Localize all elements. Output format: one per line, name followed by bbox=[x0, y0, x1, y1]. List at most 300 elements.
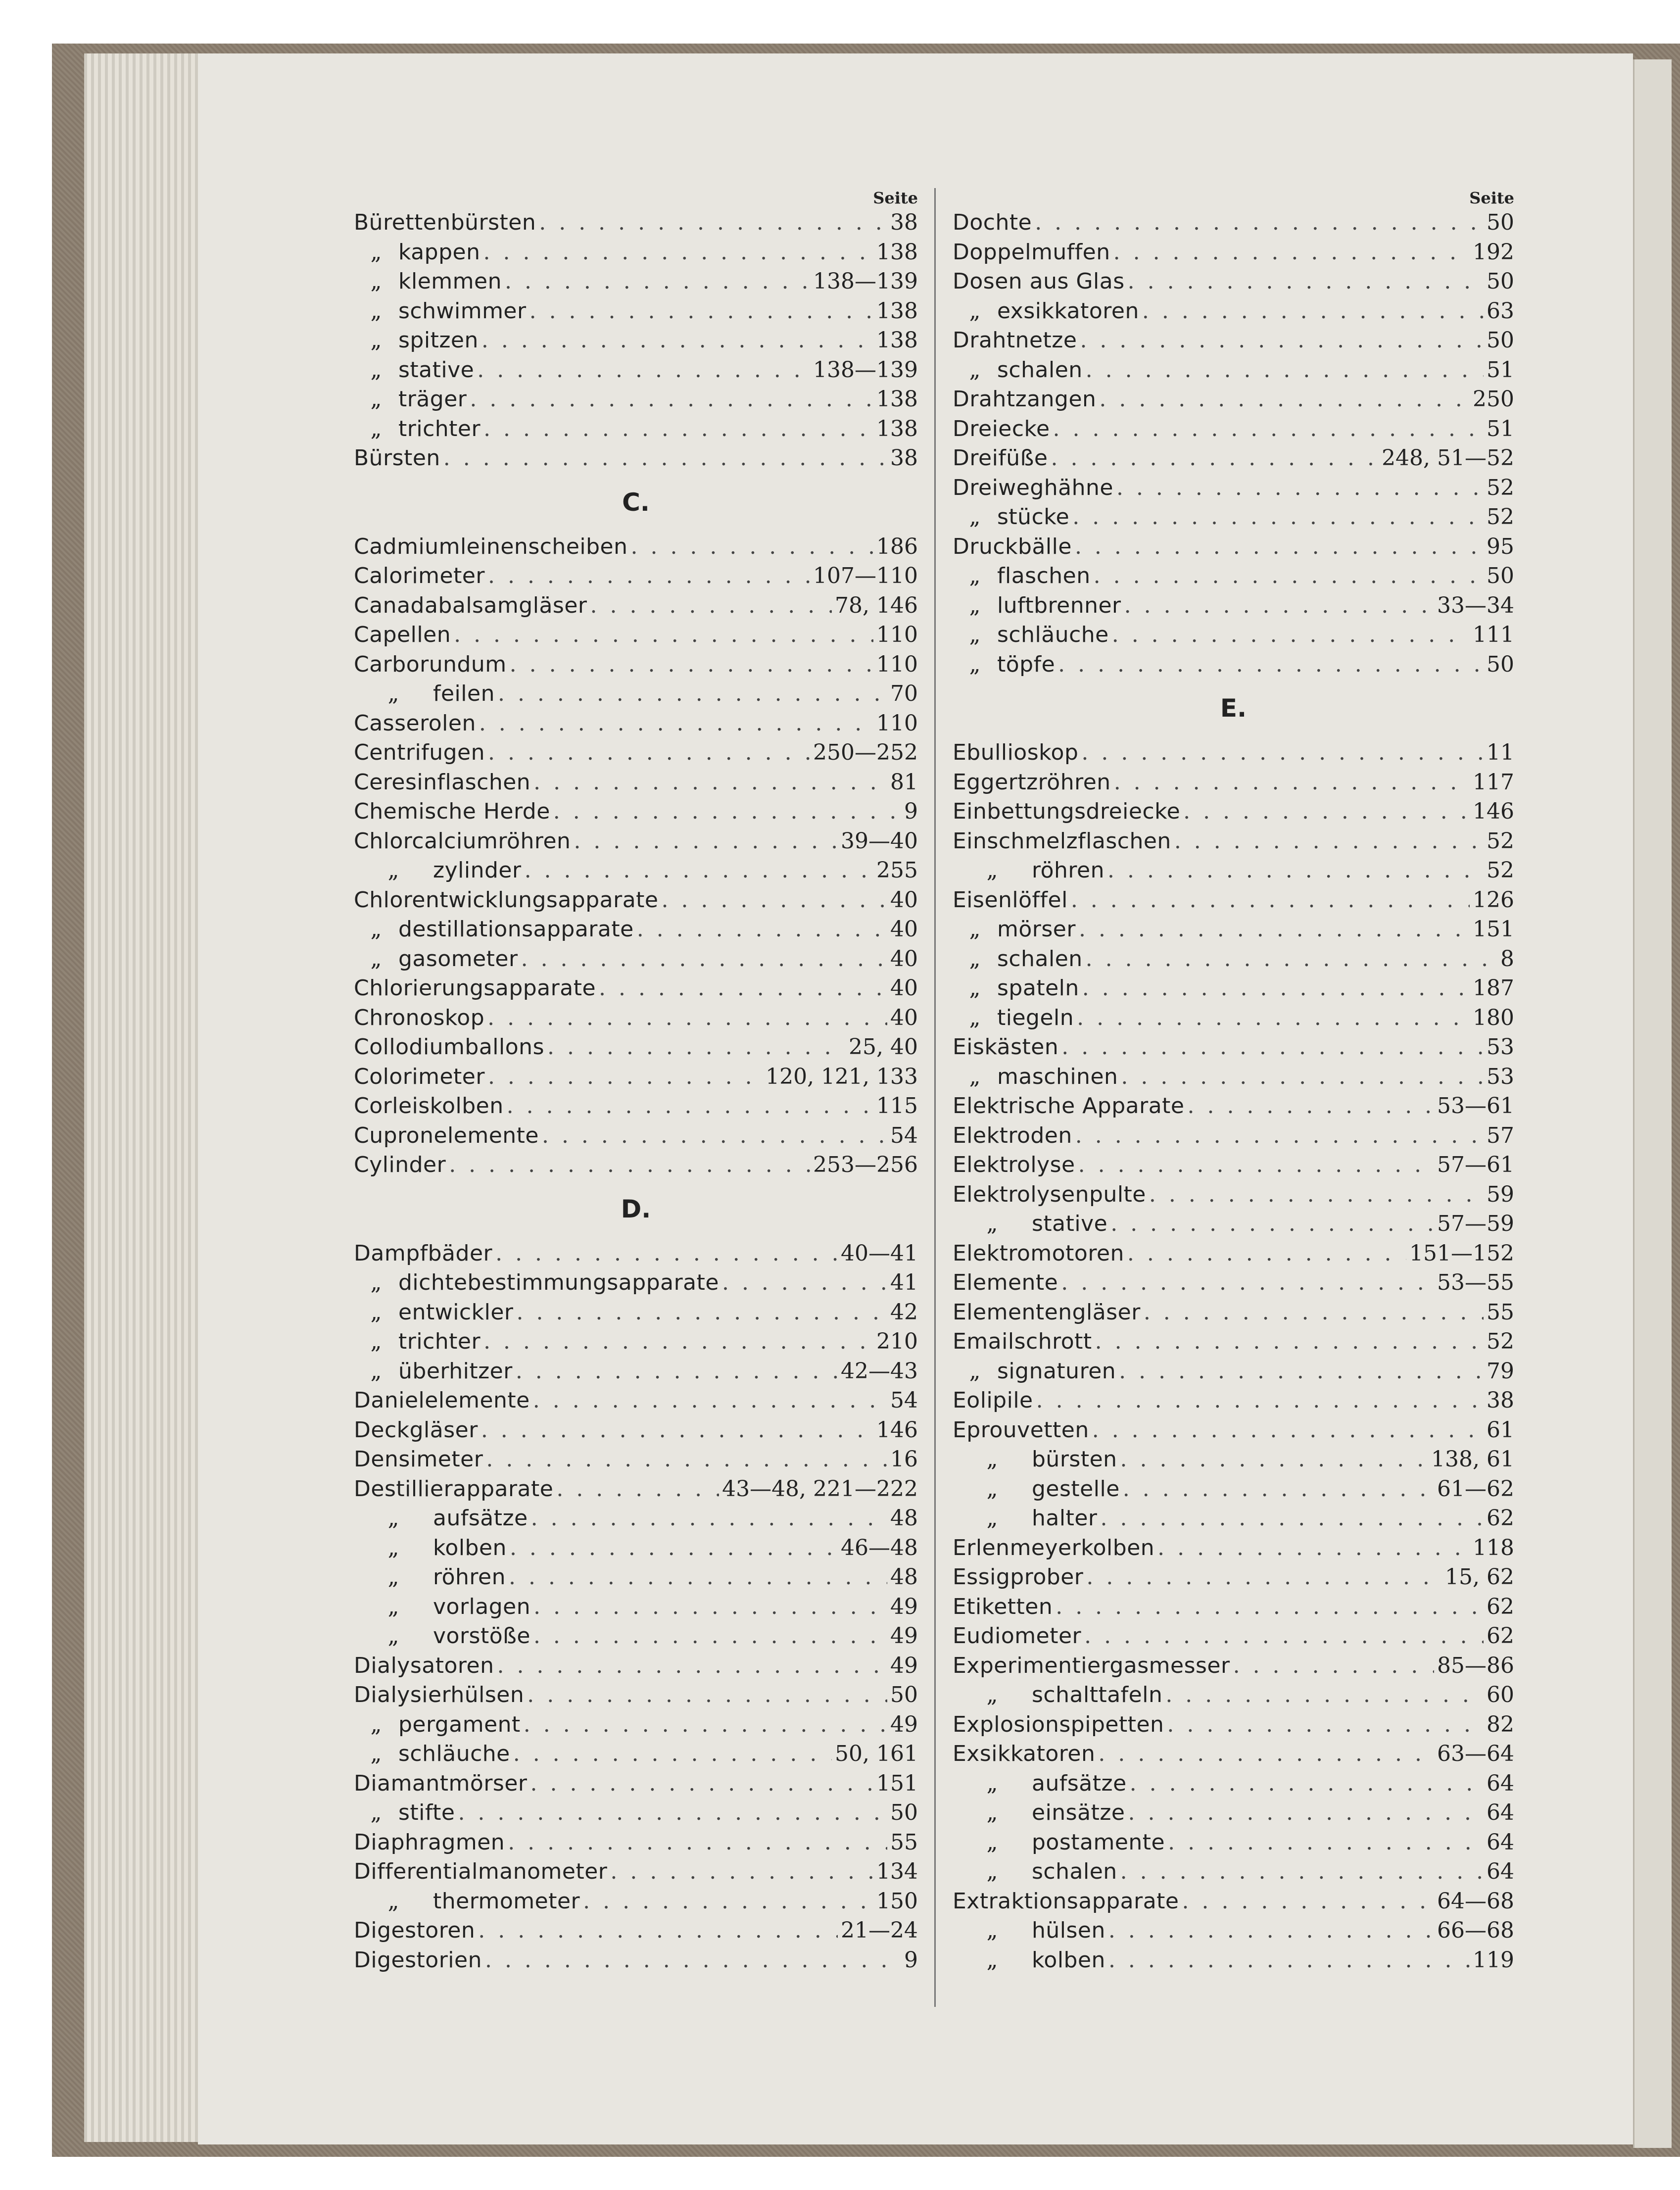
dot-leader bbox=[1080, 326, 1484, 355]
index-entry bbox=[354, 856, 918, 885]
dot-leader bbox=[516, 1357, 838, 1386]
index-entry bbox=[953, 885, 1514, 915]
entry-term: Einschmelzflaschen bbox=[953, 828, 1171, 854]
index-entry bbox=[354, 1298, 918, 1327]
index-entry bbox=[354, 827, 918, 856]
entry-term: mörser bbox=[997, 917, 1076, 942]
dot-leader bbox=[443, 443, 887, 473]
index-entry bbox=[354, 1916, 918, 1946]
page-ref: 138—139 bbox=[813, 269, 918, 294]
entry-term: kappen bbox=[398, 239, 480, 265]
page-ref: 42 bbox=[890, 1299, 918, 1325]
entry-term: Dialysierhülsen bbox=[354, 1682, 525, 1707]
entry-term: Ebullioskop bbox=[953, 740, 1079, 765]
index-entry bbox=[953, 1415, 1514, 1445]
dot-leader bbox=[507, 1091, 873, 1121]
page-ref: 186 bbox=[876, 534, 918, 559]
page-ref: 15, 62 bbox=[1445, 1564, 1514, 1590]
entry-term: klemmen bbox=[398, 269, 502, 294]
page-ref: 138—139 bbox=[813, 357, 918, 383]
entry-term: Diamantmörser bbox=[354, 1770, 528, 1796]
dot-leader bbox=[1165, 1680, 1484, 1710]
page-ref: 61—62 bbox=[1437, 1476, 1514, 1502]
index-entry bbox=[953, 1887, 1514, 1916]
page-ref: 57—61 bbox=[1437, 1152, 1514, 1177]
page-ref: 210 bbox=[876, 1329, 918, 1354]
page-ref: 38 bbox=[1487, 1388, 1514, 1413]
ditto-mark: „ bbox=[387, 1623, 399, 1649]
index-entry bbox=[953, 1592, 1514, 1622]
dot-leader bbox=[498, 679, 887, 709]
dot-leader bbox=[483, 414, 873, 444]
dot-leader bbox=[449, 1150, 810, 1180]
dot-leader bbox=[470, 385, 873, 414]
dot-leader bbox=[488, 561, 810, 591]
dot-leader bbox=[1119, 1357, 1484, 1386]
entry-term: entwickler bbox=[398, 1299, 514, 1325]
page-ref: 42—43 bbox=[841, 1358, 918, 1384]
ditto-mark: „ bbox=[969, 1005, 981, 1030]
dot-leader bbox=[1149, 1180, 1484, 1210]
page-ref: 52 bbox=[1487, 475, 1514, 500]
entry-term: Chemische Herde bbox=[354, 799, 550, 824]
index-entry bbox=[354, 267, 918, 296]
index-entry bbox=[354, 1504, 918, 1533]
dot-leader bbox=[722, 1268, 887, 1298]
page-ref: 110 bbox=[876, 651, 918, 677]
page-ref: 16 bbox=[890, 1447, 918, 1472]
entry-term: Casserolen bbox=[354, 710, 476, 736]
dot-leader bbox=[1116, 473, 1484, 503]
section-heading: E. bbox=[1220, 694, 1247, 723]
page-ref: 79 bbox=[1487, 1358, 1514, 1384]
dot-leader bbox=[488, 738, 810, 768]
dot-leader bbox=[479, 709, 873, 738]
index-entry bbox=[953, 1180, 1514, 1210]
index-entry bbox=[953, 1533, 1514, 1563]
entry-term: flaschen bbox=[997, 563, 1091, 588]
entry-term: Explosionspipetten bbox=[953, 1711, 1164, 1737]
index-entry bbox=[953, 267, 1514, 296]
dot-leader bbox=[547, 1032, 846, 1062]
entry-term: Elektrische Apparate bbox=[953, 1093, 1185, 1119]
ditto-mark: „ bbox=[387, 1506, 399, 1531]
page-ref: 48 bbox=[890, 1564, 918, 1590]
entry-term: Dreifüße bbox=[953, 445, 1048, 471]
index-entry bbox=[953, 944, 1514, 974]
index-entry bbox=[354, 1621, 918, 1651]
dot-leader bbox=[533, 768, 887, 797]
page-ref: 95 bbox=[1487, 534, 1514, 559]
dot-leader bbox=[1078, 1150, 1434, 1180]
dot-leader bbox=[1183, 797, 1470, 827]
dot-leader bbox=[1167, 1710, 1484, 1740]
index-entry bbox=[354, 1474, 918, 1504]
page-ref: 40 bbox=[890, 975, 918, 1001]
dot-leader bbox=[590, 591, 832, 621]
entry-term: Cadmiumleinenscheiben bbox=[354, 534, 628, 559]
dot-leader bbox=[481, 326, 873, 355]
index-entry bbox=[354, 1062, 918, 1092]
dot-leader bbox=[510, 1533, 838, 1563]
ditto-mark: „ bbox=[986, 1770, 998, 1796]
page-ref: 81 bbox=[890, 769, 918, 795]
ditto-mark: „ bbox=[370, 1270, 382, 1295]
index-entry bbox=[953, 1710, 1514, 1740]
dot-leader bbox=[1127, 1239, 1406, 1268]
dot-leader bbox=[1114, 768, 1470, 797]
index-entry bbox=[953, 1680, 1514, 1710]
dot-leader bbox=[1071, 885, 1470, 915]
dot-leader bbox=[1098, 1739, 1434, 1769]
entry-term: feilen bbox=[433, 681, 495, 706]
index-entry bbox=[354, 1651, 918, 1681]
entry-term: Eiskästen bbox=[953, 1034, 1059, 1060]
dot-leader bbox=[610, 1857, 873, 1887]
dot-leader bbox=[1056, 1592, 1484, 1622]
dot-leader bbox=[1035, 208, 1484, 238]
page-ref: 53—55 bbox=[1437, 1270, 1514, 1295]
ditto-mark: „ bbox=[969, 622, 981, 647]
page-ref: 64 bbox=[1487, 1770, 1514, 1796]
entry-term: Cupronelemente bbox=[354, 1122, 539, 1148]
dot-leader bbox=[1128, 267, 1484, 296]
page-ref: 40—41 bbox=[841, 1240, 918, 1266]
entry-term: stücke bbox=[997, 504, 1070, 530]
entry-term: hülsen bbox=[1032, 1918, 1105, 1943]
page-ref: 50, 161 bbox=[835, 1741, 918, 1766]
dot-leader bbox=[481, 1415, 873, 1445]
index-entry bbox=[953, 1003, 1514, 1033]
index-entry bbox=[953, 1445, 1514, 1474]
index-entry bbox=[953, 1504, 1514, 1533]
index-entry bbox=[354, 1357, 918, 1386]
index-entry bbox=[953, 1474, 1514, 1504]
index-entry bbox=[953, 856, 1514, 885]
index-entry bbox=[953, 915, 1514, 944]
dot-leader bbox=[1113, 238, 1470, 267]
index-entry bbox=[953, 1357, 1514, 1386]
entry-term: Essigprober bbox=[953, 1564, 1084, 1590]
index-entry bbox=[354, 238, 918, 267]
index-entry bbox=[953, 1062, 1514, 1092]
dot-leader bbox=[1079, 915, 1470, 944]
page-ref: 50 bbox=[1487, 651, 1514, 677]
ditto-mark: „ bbox=[370, 269, 382, 294]
index-entry bbox=[953, 797, 1514, 827]
entry-term: aufsätze bbox=[1032, 1770, 1127, 1796]
ditto-mark: „ bbox=[969, 917, 981, 942]
ditto-mark: „ bbox=[969, 592, 981, 618]
dot-leader bbox=[1036, 1386, 1484, 1415]
entry-term: Dreiweghähne bbox=[953, 475, 1113, 500]
dot-leader bbox=[1061, 1032, 1484, 1062]
index-entry bbox=[354, 679, 918, 709]
page-ref: 52 bbox=[1487, 828, 1514, 854]
dot-leader bbox=[529, 296, 873, 326]
entry-term: Corleiskolben bbox=[354, 1093, 504, 1119]
entry-term: Digestoren bbox=[354, 1918, 476, 1943]
dot-leader bbox=[1124, 591, 1434, 621]
dot-leader bbox=[533, 1621, 887, 1651]
entry-term: Bürettenbürsten bbox=[354, 210, 536, 235]
page-ref: 66—68 bbox=[1437, 1918, 1514, 1943]
page-ref: 110 bbox=[876, 622, 918, 647]
index-entry bbox=[354, 620, 918, 650]
page-ref: 50 bbox=[1487, 210, 1514, 235]
index-entry bbox=[354, 1445, 918, 1474]
ditto-mark: „ bbox=[370, 416, 382, 441]
dot-leader bbox=[1081, 738, 1484, 768]
entry-term: thermometer bbox=[433, 1888, 580, 1914]
entry-term: Calorimeter bbox=[354, 563, 485, 588]
index-entry bbox=[953, 385, 1514, 414]
index-entry bbox=[354, 944, 918, 974]
page-ref: 49 bbox=[890, 1711, 918, 1737]
entry-term: schalen bbox=[1032, 1859, 1117, 1884]
entry-term: kolben bbox=[1032, 1947, 1105, 1973]
ditto-mark: „ bbox=[370, 1329, 382, 1354]
dot-leader bbox=[478, 1916, 838, 1946]
entry-term: Elektroden bbox=[953, 1122, 1072, 1148]
page-ref: 8 bbox=[1500, 946, 1514, 972]
index-entry bbox=[354, 385, 918, 414]
page-ref: 60 bbox=[1487, 1682, 1514, 1707]
index-entry bbox=[354, 1386, 918, 1415]
entry-term: Centrifugen bbox=[354, 740, 485, 765]
entry-term: Drahtnetze bbox=[953, 328, 1077, 353]
index-entry bbox=[953, 1562, 1514, 1592]
index-entry bbox=[953, 414, 1514, 444]
ditto-mark: „ bbox=[370, 357, 382, 383]
entry-term: schläuche bbox=[997, 622, 1109, 647]
dot-leader bbox=[574, 827, 838, 856]
page-ref: 49 bbox=[890, 1623, 918, 1649]
entry-term: gasometer bbox=[398, 946, 518, 972]
index-entry bbox=[354, 1003, 918, 1033]
entry-term: Etiketten bbox=[953, 1594, 1053, 1619]
page-ref: 82 bbox=[1487, 1711, 1514, 1737]
entry-term: Eolipile bbox=[953, 1388, 1033, 1413]
index-entry bbox=[354, 1828, 918, 1857]
page-ref: 49 bbox=[890, 1594, 918, 1619]
page-ref: 151 bbox=[1473, 917, 1514, 942]
index-entry bbox=[354, 797, 918, 827]
dot-leader bbox=[1086, 1562, 1442, 1592]
entry-term: Dosen aus Glas bbox=[953, 269, 1125, 294]
dot-leader bbox=[1182, 1887, 1435, 1916]
page-ref: 50 bbox=[1487, 269, 1514, 294]
page-ref: 9 bbox=[904, 799, 918, 824]
ditto-mark: „ bbox=[370, 387, 382, 412]
entry-term: töpfe bbox=[997, 651, 1056, 677]
page-ref: 9 bbox=[904, 1947, 918, 1973]
page-ref: 54 bbox=[890, 1388, 918, 1413]
page-ref: 53 bbox=[1487, 1034, 1514, 1060]
ditto-mark: „ bbox=[986, 858, 998, 883]
index-entry bbox=[953, 768, 1514, 797]
dot-leader bbox=[458, 1798, 887, 1828]
entry-term: schläuche bbox=[398, 1741, 510, 1766]
entry-term: aufsätze bbox=[433, 1506, 528, 1531]
page-ref: 33—34 bbox=[1437, 592, 1514, 618]
dot-leader bbox=[556, 1474, 719, 1504]
page-ref: 70 bbox=[890, 681, 918, 706]
dot-leader bbox=[539, 208, 887, 238]
page-ref: 62 bbox=[1487, 1594, 1514, 1619]
entry-term: Elemente bbox=[953, 1270, 1058, 1295]
dot-leader bbox=[1128, 1798, 1484, 1828]
dot-leader bbox=[516, 1298, 887, 1327]
ditto-mark: „ bbox=[387, 681, 399, 706]
entry-term: Eisenlöffel bbox=[953, 887, 1068, 913]
index-entry bbox=[953, 1239, 1514, 1268]
entry-term: Danielelemente bbox=[354, 1388, 530, 1413]
dot-leader bbox=[533, 1386, 887, 1415]
ditto-mark: „ bbox=[969, 975, 981, 1001]
entry-term: Experimentiergasmesser bbox=[953, 1653, 1230, 1678]
dot-leader bbox=[1084, 1621, 1484, 1651]
dot-leader bbox=[1053, 414, 1484, 444]
dot-leader bbox=[1086, 355, 1484, 385]
index-entry bbox=[354, 1739, 918, 1769]
ditto-mark: „ bbox=[986, 1800, 998, 1825]
entry-term: Chlorcalciumröhren bbox=[354, 828, 571, 854]
index-entry bbox=[354, 208, 918, 238]
entry-term: röhren bbox=[433, 1564, 506, 1590]
entry-term: Emailschrott bbox=[953, 1329, 1092, 1354]
entry-term: stifte bbox=[398, 1800, 455, 1825]
entry-term: Chronoskop bbox=[354, 1005, 485, 1030]
page-ref: 43—48, 221—222 bbox=[722, 1476, 918, 1502]
index-entry bbox=[953, 1828, 1514, 1857]
page-ref: 40 bbox=[890, 1005, 918, 1030]
entry-term: schalttafeln bbox=[1032, 1682, 1163, 1707]
dot-leader bbox=[583, 1887, 873, 1916]
entry-term: Capellen bbox=[354, 622, 451, 647]
entry-term: gestelle bbox=[1032, 1476, 1120, 1502]
entry-term: Ceresinflaschen bbox=[354, 769, 531, 795]
index-entry bbox=[953, 1298, 1514, 1327]
entry-term: Extraktionsapparate bbox=[953, 1888, 1179, 1914]
index-entry bbox=[354, 1887, 918, 1916]
page-ref: 50 bbox=[890, 1800, 918, 1825]
index-entry bbox=[953, 1386, 1514, 1415]
entry-term: Dochte bbox=[953, 210, 1032, 235]
page-ref: 64 bbox=[1487, 1829, 1514, 1855]
dot-leader bbox=[513, 1739, 832, 1769]
index-entry bbox=[953, 1798, 1514, 1828]
entry-term: Dialysatoren bbox=[354, 1653, 494, 1678]
dot-leader bbox=[505, 267, 810, 296]
page-ref: 25, 40 bbox=[849, 1034, 918, 1060]
page-ref: 120, 121, 133 bbox=[766, 1064, 918, 1089]
ditto-mark: „ bbox=[969, 1064, 981, 1089]
ditto-mark: „ bbox=[370, 328, 382, 353]
index-entry bbox=[354, 1769, 918, 1799]
index-entry bbox=[953, 1946, 1514, 1975]
page-ref: 38 bbox=[890, 445, 918, 471]
dot-leader bbox=[1123, 1474, 1434, 1504]
page-edges bbox=[84, 53, 208, 2142]
ditto-mark: „ bbox=[370, 1800, 382, 1825]
index-entry bbox=[354, 1857, 918, 1887]
dot-leader bbox=[599, 973, 887, 1003]
dot-leader bbox=[531, 1504, 887, 1533]
page-ref: 253—256 bbox=[813, 1152, 918, 1177]
page-ref: 61 bbox=[1487, 1417, 1514, 1443]
entry-term: Bürsten bbox=[354, 445, 440, 471]
dot-leader bbox=[1142, 296, 1484, 326]
dot-leader bbox=[1120, 1445, 1429, 1474]
entry-term: röhren bbox=[1032, 858, 1105, 883]
page-ref: 50 bbox=[890, 1682, 918, 1707]
index-column-right bbox=[953, 188, 1514, 1975]
page-ref: 51 bbox=[1487, 357, 1514, 383]
entry-term: schwimmer bbox=[398, 298, 527, 324]
index-entry bbox=[953, 502, 1514, 532]
entry-term: Colorimeter bbox=[354, 1064, 485, 1089]
index-entry bbox=[953, 1091, 1514, 1121]
index-entry bbox=[953, 1121, 1514, 1151]
ditto-mark: „ bbox=[986, 1447, 998, 1472]
page-ref: 117 bbox=[1473, 769, 1514, 795]
page-ref: 150 bbox=[876, 1888, 918, 1914]
dot-leader bbox=[637, 915, 887, 944]
index-entry bbox=[953, 1621, 1514, 1651]
index-entry bbox=[354, 1327, 918, 1357]
dot-leader bbox=[477, 355, 810, 385]
index-entry bbox=[354, 443, 918, 473]
entry-term: Cylinder bbox=[354, 1152, 446, 1177]
ditto-mark: „ bbox=[986, 1859, 998, 1884]
entry-term: Chlorierungsapparate bbox=[354, 975, 596, 1001]
page-ref: 63 bbox=[1487, 298, 1514, 324]
index-entry bbox=[354, 1091, 918, 1121]
dot-leader bbox=[1121, 1062, 1484, 1092]
dot-leader bbox=[527, 1680, 887, 1710]
dot-leader bbox=[510, 650, 873, 680]
page-ref: 50 bbox=[1487, 328, 1514, 353]
dot-leader bbox=[1144, 1298, 1484, 1327]
entry-term: tiegeln bbox=[997, 1005, 1074, 1030]
entry-term: Eudiometer bbox=[953, 1623, 1082, 1649]
index-entry bbox=[354, 1239, 918, 1268]
dot-leader bbox=[1101, 1504, 1484, 1533]
entry-term: kolben bbox=[433, 1535, 507, 1560]
ditto-mark: „ bbox=[986, 1829, 998, 1855]
index-column-left bbox=[354, 188, 918, 1975]
page-ref: 40 bbox=[890, 946, 918, 972]
dot-leader bbox=[525, 856, 873, 885]
section-heading: D. bbox=[621, 1194, 651, 1223]
dot-leader bbox=[1077, 1003, 1470, 1033]
page-ref: 119 bbox=[1473, 1947, 1514, 1973]
index-entry bbox=[953, 620, 1514, 650]
page-ref: 107—110 bbox=[813, 563, 918, 588]
page-ref: 180 bbox=[1473, 1005, 1514, 1030]
page-ref: 51 bbox=[1487, 416, 1514, 441]
index-entry bbox=[953, 443, 1514, 473]
index-entry bbox=[953, 650, 1514, 680]
entry-term: spitzen bbox=[398, 328, 479, 353]
entry-term: trichter bbox=[398, 1329, 481, 1354]
dot-leader bbox=[488, 1062, 763, 1092]
page-ref: 52 bbox=[1487, 1329, 1514, 1354]
dot-leader bbox=[1107, 856, 1484, 885]
entry-term: postamente bbox=[1032, 1829, 1165, 1855]
index-entry bbox=[354, 1032, 918, 1062]
